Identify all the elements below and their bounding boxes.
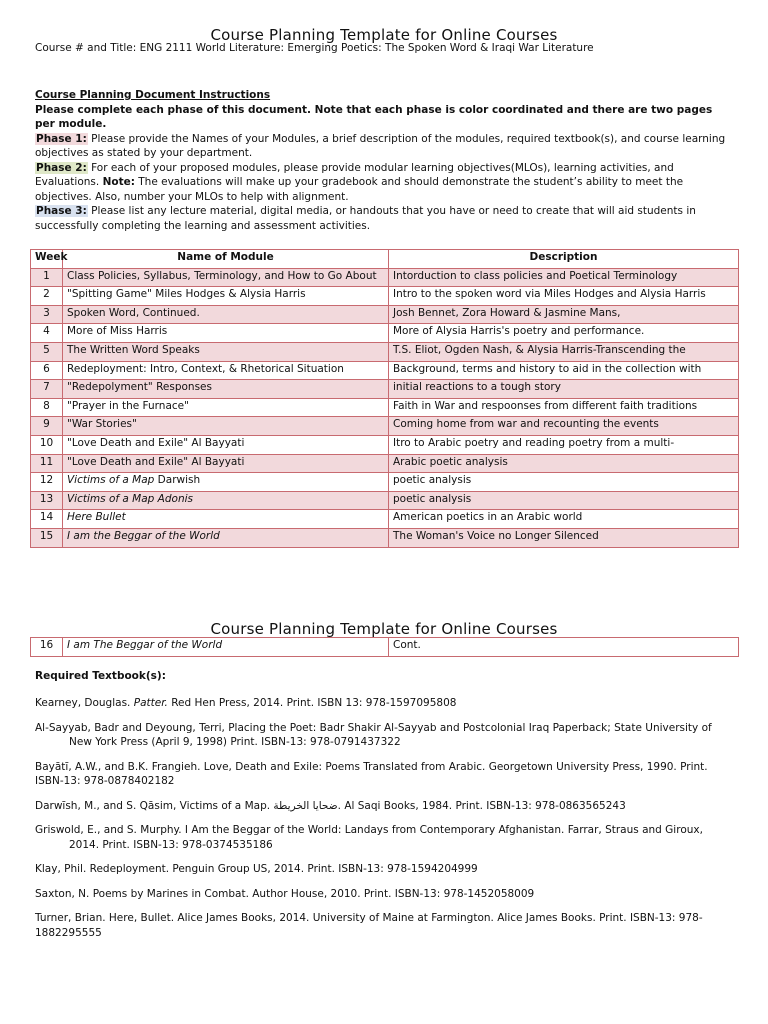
module-name-italic: I am The Beggar of the World [67, 639, 223, 651]
textbook-entry [35, 887, 735, 902]
module-name-cell [63, 510, 389, 529]
table-row [31, 380, 739, 399]
instructions-heading: Course Planning Document Instructions [35, 89, 271, 101]
page-title: Course Planning Template for Online Courses [210, 26, 558, 44]
module-name-cell: Class Policies, Syllabus, Terminology, and How to Go About [63, 268, 389, 287]
module-name-cell: "War Stories" [63, 417, 389, 436]
textbook-citation: Bayātī, A.W., and B.K. Frangieh. Love, Death and Exile: Poems Translated from Arabic. Georgetown University Press, 1990. Print. [35, 760, 708, 773]
week-cell: 10 [31, 435, 63, 454]
module-name-cell: More of Miss Harris [63, 324, 389, 343]
phase-1-text: Please provide the Names of your Modules, a brief description of the modules, required textbook(s), and course learning objectives as stated by your department. [35, 132, 726, 159]
table-row [31, 417, 739, 436]
phase-3-instruction [35, 204, 735, 233]
description-cell: Intorduction to class policies and Poetical Terminology [389, 268, 739, 287]
table-row [31, 287, 739, 306]
phase-1-label: Phase 1: [36, 132, 87, 145]
table-row [31, 473, 739, 492]
description-cell: T.S. Eliot, Ogden Nash, & Alysia Harris-Transcending the [389, 342, 739, 361]
textbook-citation: Turner, Brian. Here, Bullet. Alice James Books, 2014. University of Maine at Farmington. Alice James Books. Print. ISBN-13: 978- [35, 912, 703, 924]
page-2-title: Course Planning Template for Online Courses [210, 620, 558, 638]
module-table-header [31, 250, 739, 269]
header-module-name: Name of Module [63, 250, 389, 269]
table-row [31, 528, 739, 547]
textbook-list [35, 696, 735, 950]
phase-1-instruction [35, 132, 735, 161]
module-name-cell: "Spitting Game" Miles Hodges & Alysia Harris [63, 287, 389, 306]
phase-2-note-label: Note: [102, 176, 135, 188]
textbook-citation-continued: 1882295555 [35, 926, 102, 939]
phase-3-text: Please list any lecture material, digital media, or handouts that you have or need to create that will aid students in successfully completing the learning and assessment activities. [35, 205, 696, 232]
table-row [31, 268, 739, 287]
table-row [31, 435, 739, 454]
textbook-citation-continued: 2014. Print. ISBN-13: 978-0374535186 [69, 838, 273, 851]
week-cell: 11 [31, 454, 63, 473]
table-row [31, 305, 739, 324]
table-row [31, 324, 739, 343]
module-name-rest: Darwish [154, 474, 201, 487]
module-table [30, 249, 739, 548]
description-cell: poetic analysis [389, 491, 739, 510]
table-row [31, 491, 739, 510]
module-name-cell [63, 528, 389, 547]
week-cell: 1 [31, 268, 63, 287]
description-cell: Itro to Arabic poetry and reading poetry from a multi- [389, 435, 739, 454]
description-cell: initial reactions to a tough story [389, 380, 739, 399]
textbook-entry [35, 760, 735, 789]
textbook-citation: Kearney, Douglas. [35, 697, 134, 709]
module-name-italic: Victims of a Map Adonis [67, 492, 193, 505]
instructions-lead: Please complete each phase of this document. Note that each phase is color coordinated and there are two pages per module. [35, 103, 713, 130]
textbook-entry [35, 799, 735, 814]
textbook-citation-continued: ISBN-13: 978-0878402182 [35, 775, 175, 787]
textbook-citation: Saxton, N. Poems by Marines in Combat. Author House, 2010. Print. ISBN-13: 978-1452058009 [35, 887, 535, 900]
module-name-cell: "Love Death and Exile" Al Bayyati [63, 435, 389, 454]
table-row [31, 510, 739, 529]
textbooks-heading: Required Textbook(s): [35, 670, 166, 682]
week-cell: 5 [31, 342, 63, 361]
module-name-cell: "Prayer in the Furnace" [63, 398, 389, 417]
description-cell: American poetics in an Arabic world [389, 510, 739, 529]
table-row [31, 638, 739, 657]
week-cell: 16 [31, 638, 63, 657]
header-week: Week [31, 250, 63, 269]
module-name-italic: Here Bullet [67, 511, 126, 524]
week-cell: 4 [31, 324, 63, 343]
description-cell: Josh Bennet, Zora Howard & Jasmine Mans, [389, 305, 739, 324]
phase-2-text: For each of your proposed modules, please provide modular learning objectives(MLOs), learning activities, and Evaluations. [35, 161, 674, 188]
module-name-cell [63, 638, 389, 657]
module-rows [31, 268, 739, 547]
week-cell: 6 [31, 361, 63, 380]
description-cell: The Woman's Voice no Longer Silenced [389, 528, 739, 547]
continuation-table [30, 637, 739, 657]
textbook-citation-rest: Red Hen Press, 2014. Print. ISBN 13: 978-1597095808 [167, 697, 457, 709]
module-name-cell [63, 491, 389, 510]
phase-2-label: Phase 2: [36, 161, 87, 174]
description-cell: Arabic poetic analysis [389, 454, 739, 473]
phase-2-instruction [35, 161, 735, 205]
module-name-cell: Redeployment: Intro, Context, & Rhetorical Situation [63, 361, 389, 380]
textbook-citation: Darwīsh, M., and S. Qāsim, Victims of a Map. ضحايا الخريطة. Al Saqi Books, 1984. Print. ISBN-13: 978-0863565243 [35, 799, 626, 812]
textbook-entry [35, 911, 735, 940]
textbook-citation: Griswold, E., and S. Murphy. I Am the Beggar of the World: Landays from Contemporary Afghanistan. Farrar, Straus and Giroux, [35, 824, 703, 836]
table-row [31, 342, 739, 361]
textbook-title-italic: Patter. [133, 697, 168, 709]
phase-3-label: Phase 3: [36, 205, 87, 217]
table-row [31, 361, 739, 380]
phase-2-note-text: The evaluations will make up your gradebook and should demonstrate the student’s ability to meet the objectives. Also, number your MLOs to help with alignment. [35, 176, 684, 203]
table-row [31, 454, 739, 473]
description-cell: Cont. [389, 638, 739, 657]
module-name-cell [63, 473, 389, 492]
module-name-cell: Spoken Word, Continued. [63, 305, 389, 324]
instructions-block [35, 88, 735, 233]
description-cell: Background, terms and history to aid in the collection with [389, 361, 739, 380]
week-cell: 15 [31, 528, 63, 547]
textbook-entry [35, 696, 735, 711]
table-row [31, 398, 739, 417]
header-description: Description [389, 250, 739, 269]
week-cell: 3 [31, 305, 63, 324]
textbook-entry [35, 823, 735, 852]
week-cell: 7 [31, 380, 63, 399]
week-cell: 2 [31, 287, 63, 306]
week-cell: 13 [31, 491, 63, 510]
week-cell: 9 [31, 417, 63, 436]
description-cell: poetic analysis [389, 473, 739, 492]
description-cell: Coming home from war and recounting the events [389, 417, 739, 436]
module-name-cell: The Written Word Speaks [63, 342, 389, 361]
week-cell: 14 [31, 510, 63, 529]
textbook-citation: Al-Sayyab, Badr and Deyoung, Terri, Placing the Poet: Badr Shakir Al-Sayyab and Postcolonial Iraq Paperback; State University of [35, 721, 712, 734]
course-title-line: Course # and Title: ENG 2111 World Literature: Emerging Poetics: The Spoken Word & Iraqi War Literature [35, 42, 594, 54]
description-cell: More of Alysia Harris's poetry and performance. [389, 324, 739, 343]
week-cell: 8 [31, 398, 63, 417]
module-name-italic: I am the Beggar of the World [67, 529, 220, 542]
module-name-cell: "Redepolyment" Responses [63, 380, 389, 399]
description-cell: Intro to the spoken word via Miles Hodges and Alysia Harris [389, 287, 739, 306]
textbook-citation: Klay, Phil. Redeployment. Penguin Group US, 2014. Print. ISBN-13: 978-1594204999 [35, 863, 478, 875]
module-name-italic: Victims of a Map [67, 474, 155, 487]
textbook-citation-continued: New York Press (April 9, 1998) Print. ISBN-13: 978-0791437322 [69, 736, 401, 748]
textbook-entry [35, 862, 735, 877]
module-name-cell: "Love Death and Exile" Al Bayyati [63, 454, 389, 473]
description-cell: Faith in War and respoonses from different faith traditions [389, 398, 739, 417]
week-cell: 12 [31, 473, 63, 492]
textbook-entry [35, 721, 735, 750]
